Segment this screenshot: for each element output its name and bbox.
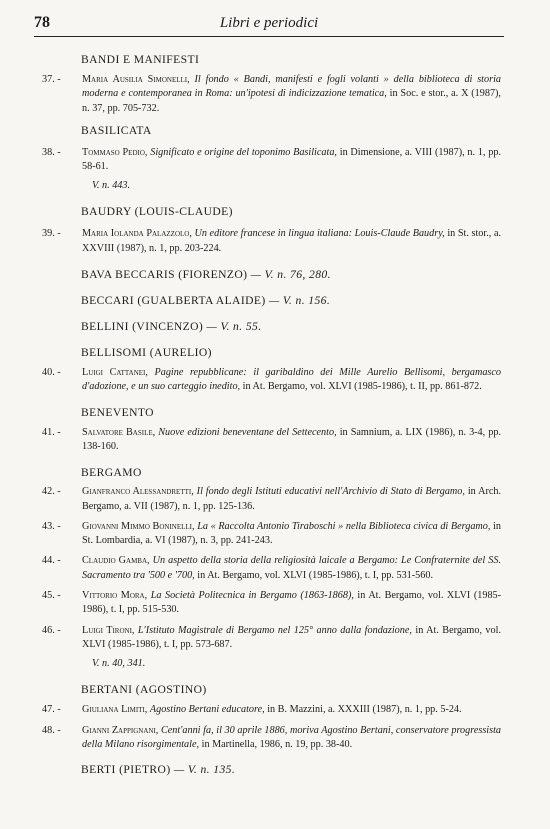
crossref-name: BAVA BECCARIS (FIORENZO) — [81, 268, 248, 282]
bibliography-content — [42, 44, 502, 777]
section-heading: BANDI E MANIFESTI — [81, 53, 200, 66]
entry-source: in Samnium, a. LIX (1986), n. 3-4, pp. 138-160. — [82, 426, 502, 452]
bibliography-entry — [42, 366, 502, 395]
bibliography-entry — [42, 624, 501, 653]
entry-see-also: V. n. 443. — [92, 180, 131, 192]
entry-author: Maria Ausilia Simonelli, — [82, 74, 190, 85]
section-heading: BELLISOMI (AURELIO) — [81, 346, 212, 360]
entry-source: in Soc. e stor., a. X (1987), n. 37, pp. 705-732. — [82, 88, 501, 114]
header-rule — [34, 36, 504, 37]
entry-source: in At. Bergamo, vol. XLVI (1985-1986), t. I, pp. 515-530. — [82, 590, 502, 616]
entry-author: Giuliana Limiti, — [82, 704, 148, 716]
entry-title: La « Raccolta Antonio Tiraboschi » nella Biblioteca civica di Bergamo, — [197, 520, 491, 532]
entry-author: Maria Iolanda Palazzolo, — [82, 228, 192, 240]
crossref-target: — V. n. 55. — [203, 320, 262, 334]
entry-title: L'Istituto Magistrale di Bergamo nel 125° anno dalla fondazione, — [137, 624, 412, 636]
entry-author: Giovanni Mimmo Boninelli, — [82, 520, 195, 532]
entry-number: 48. - — [42, 724, 61, 736]
entry-title: Cent'anni fa, il 30 aprile 1886, moriva Agostino Bertani, conservatore progressista della Milano risorgimentale, — [82, 724, 501, 750]
crossref-name: BELLINI (VINCENZO) — [81, 320, 204, 334]
bibliography-entry — [42, 227, 502, 256]
entry-source: in St. stor., a. XXVIII (1987), n. 1, pp. 203-224. — [82, 228, 502, 254]
entry-number: 41. - — [42, 426, 61, 438]
entry-author: Vittorio Mora, — [82, 590, 148, 602]
entry-author: Gianfranco Alessandretti, — [82, 486, 194, 498]
entry-title: Un aspetto della storia della religiosità laicale a Bergamo: Le Confraternite del SS. Sacramento tra '500 e '700, — [82, 555, 502, 581]
bibliography-entry — [42, 589, 502, 618]
entry-number: 40. - — [42, 367, 61, 379]
entry-source: in Martinella, 1986, n. 19, pp. 38-40. — [199, 738, 353, 750]
entry-title: Agostino Bertani educatore, — [149, 704, 265, 716]
entry-title: La Società Politecnica in Bergamo (1863-1868), — [150, 590, 354, 602]
entry-author: Salvatore Basile, — [82, 426, 156, 438]
bibliography-entry — [42, 426, 502, 455]
page-number: 78 — [34, 14, 50, 31]
entry-source: in Arch. Bergamo, a. VII (1987), n. 1, pp. 125-136. — [82, 486, 502, 512]
crossref-target: — V. n. 156. — [265, 294, 331, 308]
crossref-name: BERTI (PIETRO) — [81, 763, 171, 777]
crossref-heading — [81, 320, 501, 334]
bibliography-entry — [42, 146, 501, 175]
entry-source: in At. Bergamo, vol. XLVI (1985-1986), t. II, pp. 861-872. — [240, 381, 482, 393]
entry-see-also: V. n. 40, 341. — [92, 658, 146, 670]
crossref-target: — V. n. 135. — [170, 763, 236, 777]
entry-number: 37. - — [42, 74, 61, 85]
crossref-heading — [81, 294, 501, 308]
section-heading: BERGAMO — [81, 466, 142, 480]
bibliography-entry — [42, 703, 501, 717]
section-heading: BAUDRY (LOUIS-CLAUDE) — [81, 205, 233, 219]
entry-number: 44. - — [42, 555, 61, 567]
entry-source: in At. Bergamo, vol. XLVI (1985-1986), t. I, pp. 531-560. — [194, 569, 433, 581]
page-header — [34, 14, 504, 36]
entry-source: in St. Lombardia, a. VI (1987), n. 3, pp. 241-243. — [82, 520, 501, 547]
bibliography-entry — [42, 73, 501, 116]
crossref-heading — [81, 763, 501, 777]
bibliography-entry — [42, 724, 501, 753]
bibliography-entry — [42, 485, 502, 514]
entry-title: Significato e origine del toponimo Basilicata, — [150, 146, 337, 158]
crossref-name: BECCARI (GUALBERTA ALAIDE) — [81, 294, 266, 308]
entry-author: Claudio Gamba, — [82, 555, 150, 567]
entry-author: Gianni Zappignani, — [82, 724, 159, 736]
entry-author: Tommaso Pedio, — [82, 146, 148, 158]
crossref-target: — V. n. 76, 280. — [247, 268, 331, 282]
entry-author: Luigi Cattanei, — [82, 367, 148, 379]
entry-title: Un editore francese in lingua italiana: Louis-Claude Baudry, — [194, 228, 445, 240]
section-heading: BENEVENTO — [81, 405, 154, 419]
entry-number: 47. - — [42, 704, 61, 716]
entry-number: 46. - — [42, 624, 61, 636]
entry-number: 45. - — [42, 590, 61, 602]
section-heading: BASILICATA — [81, 123, 152, 137]
entry-number: 43. - — [42, 520, 61, 532]
running-title: Libri e periodici — [219, 15, 319, 31]
entry-title: Pagine repubblicane: il garibaldino dei Mille Aurelio Bellisomi, bergamasco d'adozione, e un suo carteggio inedito, — [82, 367, 502, 393]
bibliography-entry — [42, 520, 501, 549]
entry-number: 42. - — [42, 486, 61, 498]
entry-number: 39. - — [42, 228, 61, 240]
entry-title: Il fondo degli Istituti educativi nell'Archivio di Stato di Bergamo, — [196, 486, 465, 498]
entry-title: Nuove edizioni beneventane del Settecento, — [158, 426, 337, 438]
entry-source: in Dimensione, a. VIII (1987), n. 1, pp. 58-61. — [82, 146, 501, 173]
entry-title: Il fondo « Bandi, manifesti e fogli volanti » della biblioteca di storia moderna e contemporanea in Roma: un'ipotesi di indicizzazione tematica, — [82, 74, 501, 100]
entry-source: in At. Bergamo, vol. XLVI (1985-1986), t. I, pp. 573-687. — [82, 624, 501, 650]
section-heading: BERTANI (AGOSTINO) — [81, 683, 207, 697]
bibliography-entry — [42, 554, 502, 583]
entry-author: Luigi Tironi, — [82, 624, 135, 636]
entry-number: 38. - — [42, 146, 61, 158]
entry-source: in B. Mazzini, a. XXXIII (1987), n. 1, pp. 5-24. — [264, 704, 462, 716]
crossref-heading — [81, 268, 501, 282]
